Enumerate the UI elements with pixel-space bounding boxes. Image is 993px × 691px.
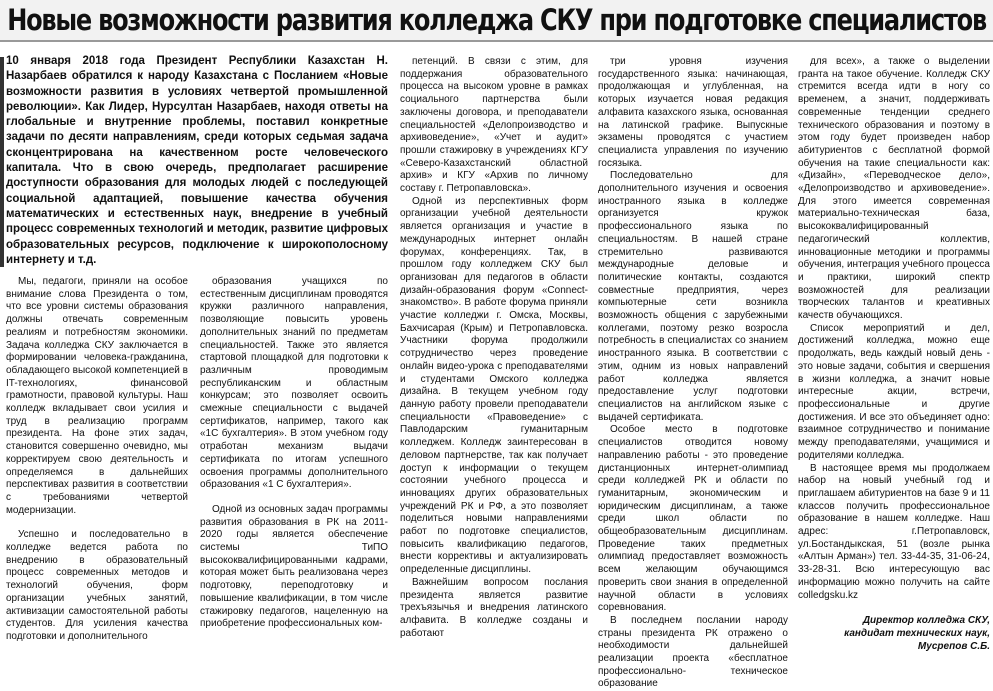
article-column-5 (798, 56, 990, 653)
signature-line: Директор колледжа СКУ, (862, 615, 990, 627)
paragraph: Одной из перспективных форм организации учебной деятельности является организация и участие в международных интернет онлайн форумах, конференциях. Так, в прошлом году колледжем СКУ был организован для педагогов в области дизайн-образования форум «Connect-знакомство». В работе форума приняли участие колледжи г. Омска, Москвы, Бахчисарая (Крым) и Петропавловска. Участники форума продолжили сотрудничество через проведение онлайн видео-урока с преподавателями и студентами Омского колледжа дизайна. В текущем учебном году данную работу провели преподаватели специальности «Правоведение» с Павлодарским гуманитарным колледжем. Колледж заинтересован в деловом партнерстве, так как получает доступ к информации о текущем состоянии учебного процесса и инновациях других образовательных учреждений РК и РФ, а это позволяет поделиться новыми направлениями работ по подготовке специалистов, повысить квалификацию педагогов, внести коррективы и актуализировать определенные дисциплины. (400, 195, 588, 576)
lead-paragraph: 10 января 2018 года Президент Республики Казахстан Н. Назарбаев обратился к народу Казахстана с Посланием «Новые возможности развития в условиях четвертой промышленной революции». Как Лидер, Нурсултан Назарбаев, находя ответы на глобальные и внутренние проблемы, поставил конкретные задачи по десяти направлениям, среди которых седьмая задача сконцентрирована на качественном росте человеческого капитала. Что в свою очередь, предполагает расширение доступности образования для молодых людей с последующей социальной адаптацией, повышение качества обучения математических и естественных наук, внедрение в учебный процесс современных технологий и методик, развитие цифровых образовательных ресурсов, подключение к широкополосному интернету и т.д. (6, 55, 388, 266)
paragraph: образования учащихся по естественным дисциплинам проводятся кружки различного направления, позволяющие повысить уровень дополнительных знаний по предметам специальностей. Также это является стартовой площадкой для подготовки к различным проводимым республиканским и областным конкурсам; это позволяет освоить смежные специальности с выдачей сертификатов, например, такого как «1С бухгалтерия». В этом учебном году отработан механизм выдачи сертификата по итогам успешного освоения программы дополнительного образования «1 С бухгалтерия». (200, 276, 388, 491)
lead-accent-bar (0, 57, 4, 267)
paragraph: Успешно и последовательно в колледже ведется работа по внедрению в образовательный процесс современных методов и технологий обучения, форм организации учебных занятий, активизации самостоятельной работы студентов. Для усиления качества подготовки и дополнительного (6, 529, 188, 642)
paragraph: петенций. В связи с этим, для поддержания образовательного процесса на высоком уровне в рамках социального партнерства были заключены договора, и преподаватели специальностей «Делопроизводство и архивоведение», «Учет и аудит» прошли стажировку в учреждениях КГУ «Северо-Казахстанский областной архив» и КГУ «Архив по личному составу г. Петропавловска». (400, 56, 588, 195)
signature-line: кандидат технических наук, (844, 628, 990, 640)
article-column-4 (598, 56, 788, 690)
headline-banner (0, 0, 993, 40)
headline-divider (0, 40, 993, 42)
paragraph: В настоящее время мы продолжаем набор на новый учебный год и приглашаем абитуриентов на базе 9 и 11 классов получить профессиональное образование в нашем колледже. Наш адрес: г.Петропавловск, ул.Бостандыкская, 51 (возле рынка «Алтын Арман») тел. 33-44-35, 31-06-24, 33-28-31. Всю интересующую вас информацию можно получить на сайте colledgsku.kz (798, 462, 990, 601)
article-headline: Новые возможности развития колледжа СКУ при подготовке специалистов (7, 2, 986, 37)
paragraph: Одной из основных задач программы развития образования в РК на 2011- 2020 годы является обеспечение системы ТиПО высококвалифицированными кадрами, которая может быть реализована через подготовку, переподготовку и повышение квалификации, в том числе стажировку педагогов, нацеленную на приобретение профессиональных ком- (200, 503, 388, 630)
paragraph: В последнем послании народу страны президента РК отражено о необходимости дальнейшей реализации проекта «бесплатное профессионально- техническое образование (598, 614, 788, 690)
paragraph: Последовательно для дополнительного изучения и освоения иностранного языка в колледже организуется кружок профессионального языка по специальностям. В нашей стране стремительно развиваются международные деловые и политические контакты, создаются совместные предприятия, через компьютерные сети возникла возможность общения с зарубежными коллегами, поэтому резко возросла потребность в специалистах со знанием иностранного языка. В соответствии с этим, одним из новых направлений работ колледжа является предоставление услуг подготовки специалистов на английском языке с выдачей сертификата. (598, 170, 788, 423)
paragraph: Мы, педагоги, приняли на особое внимание слова Президента о том, что все уровни системы образования должны отвечать современным реалиям и потребностям экономики. Задача колледжа СКУ заключается в формировании человека-гражданина, обладающего высокой компетенцией в IT-технологиях, финансовой грамотности, правовой культуры. Наш колледж вкладывает свои усилия и труд в реализацию программ президента. На фоне этих задач, становится совершенно очевидно, мы корректируем свою деятельность и определяемся в дальнейших перспективах развития в соответствии с требованиями четвертой модернизации. (6, 276, 188, 516)
article-column-3 (400, 56, 588, 639)
author-signature (798, 614, 990, 653)
signature-line: Мусрепов С.Б. (917, 641, 990, 653)
article-column-2 (200, 276, 388, 630)
paragraph: для всех», а также о выделении гранта на такое обучение. Колледж СКУ стремится всегда идти в ногу со временем, а значит, поддерживать современные тенденции среднего технического образования и поэтому в этом году будет произведен набор абитуриентов с бесплатной формой обучения на такие специальности как: «Дизайн», «Переводческое дело», «Делопроизводство и архивоведение». Для этого имеется современная материально-техническая база, высококвалифицированный педагогический коллектив, инновационные методики и программы обучения, интеграция учебного процесса и практики, широкий спектр возможностей для реализации творческих талантов и креативных качеств обучающихся. (798, 56, 990, 322)
paragraph: Важнейшим вопросом послания президента является развитие трехъязычья и внедрения латинского алфавита. В колледже созданы и работают (400, 576, 588, 639)
paragraph: Список мероприятий и дел, достижений колледжа, можно еще продолжать, ведь каждый новый день - это новые задачи, события и свершения в жизни колледжа, а значит новые интересные акции, встречи, профессиональные и другие достижения. И все это объединяет одно: взаимное сотрудничество и понимание между преподавателями, учащимися и родителями колледжа. (798, 322, 990, 461)
article-column-1 (6, 276, 188, 642)
paragraph: Особое место в подготовке специалистов отводится новому направлению работы - это проведение дистанционных интернет-олимпиад среди колледжей РК и области по гуманитарным, экономическим и юридическим дисциплинам, а также среди школ области по общеобразовательным дисциплинам. Проведение таких предметных олимпиад предоставляет возможность всем желающим обучающимся проверить свои знания в определенной научной области в условиях соревнования. (598, 424, 788, 614)
paragraph: три уровня изучения государственного языка: начинающая, продолжающая и углубленная, на которых изучается новая редакция алфавита казахского языка, основанная на латинской графике. Выпускные экзамены проводятся с участием специалиста управления по изучению госязыка. (598, 56, 788, 169)
